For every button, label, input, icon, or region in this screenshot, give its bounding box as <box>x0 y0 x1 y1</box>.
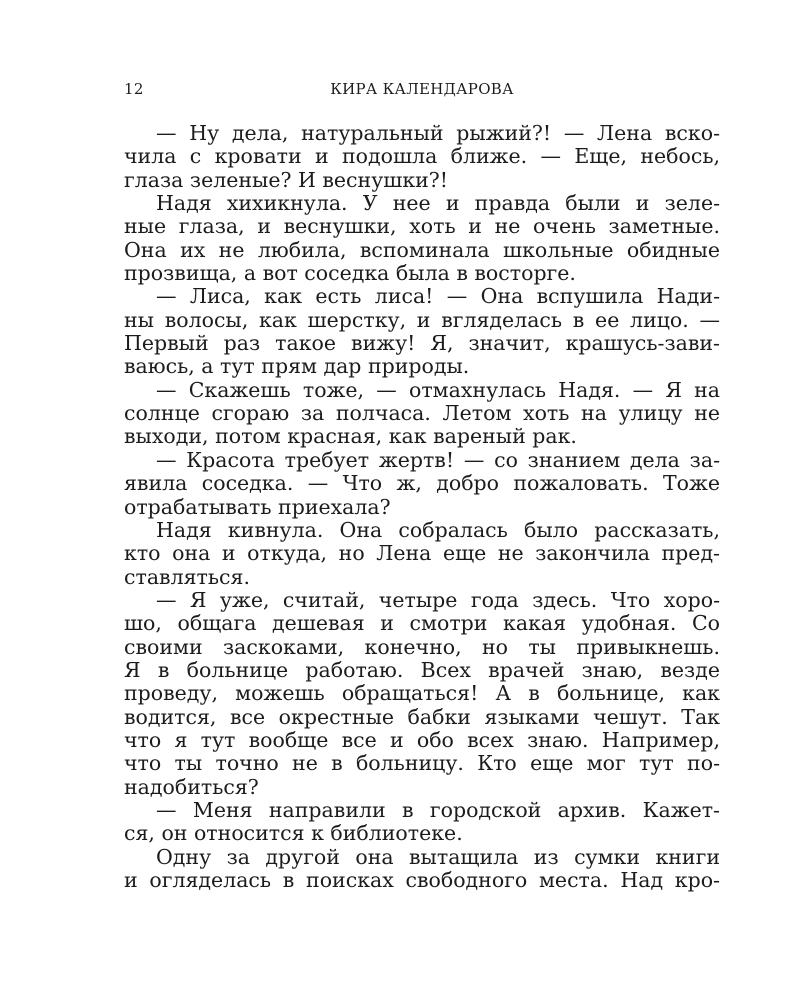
text-line: Одну за другой она вытащила из сумки книги <box>156 844 720 869</box>
text-line: ваюсь, а тут прям дар природы. <box>124 354 470 379</box>
text-line: Первый раз такое вижу! Я, значит, крашусь-зави- <box>124 331 720 356</box>
page-header <box>124 80 720 100</box>
text-line: ставляться. <box>124 564 250 589</box>
text-line: — Ну дела, натуральный рыжий?! — Лена вско- <box>156 121 720 145</box>
text-line: кто она и откуда, но Лена еще не закончила пред- <box>124 541 720 566</box>
text-line: Надя хихикнула. У нее и правда были и зеле- <box>156 191 720 216</box>
text-line: что я тут вообще все и обо всех знаю. Например, <box>124 727 720 752</box>
text-line: прозвища, а вот соседка была в восторге. <box>124 261 576 286</box>
text-line: проведу, можешь обращаться! А в больнице, как <box>124 681 720 706</box>
text-line: — Лиса, как есть лиса! — Она вспушила Нади- <box>156 284 720 309</box>
body-text <box>124 122 720 892</box>
text-line: водится, все окрестные бабки языками чешут. Так <box>124 704 720 729</box>
text-line: шо, общага дешевая и смотри какая удобная. Со <box>124 611 720 636</box>
text-line: ны волосы, как шерстку, и вгляделась в ее лицо. — <box>124 307 720 332</box>
text-line: — Я уже, считай, четыре года здесь. Что хоро- <box>156 587 720 612</box>
text-line: и огляделась в поисках свободного места. Над кро- <box>124 868 720 892</box>
text-line: надобиться? <box>124 774 259 799</box>
text-line: Надя кивнула. Она собралась было рассказать, <box>156 517 720 542</box>
text-line: Я в больнице работаю. Всех врачей знаю, везде <box>124 657 720 682</box>
text-line: явила соседка. — Что ж, добро пожаловать. Тоже <box>124 471 720 496</box>
text-line: глаза зеленые? И веснушки?! <box>124 167 449 192</box>
text-line: ные глаза, и веснушки, хоть и не очень заметные. <box>124 214 720 239</box>
text-line: Она их не любила, вспоминала школьные обидные <box>124 237 720 262</box>
text-line: — Скажешь тоже, — отмахнулась Надя. — Я на <box>156 377 720 402</box>
text-line: отрабатывать приехала? <box>124 494 391 519</box>
page-number: 12 <box>124 80 144 98</box>
text-line: — Меня направили в городской архив. Кажет- <box>156 797 720 822</box>
text-line: выходи, потом красная, как вареный рак. <box>124 424 577 449</box>
text-line: что ты точно не в больницу. Кто еще мог тут по- <box>124 751 720 776</box>
text-line: чила с кровати и подошла ближе. — Еще, небось, <box>124 144 720 169</box>
text-line: ся, он относится к библиотеке. <box>124 821 463 846</box>
text-line: — Красота требует жертв! — со знанием дела за- <box>156 447 720 472</box>
text-line: солнце сгораю за полчаса. Летом хоть на улицу не <box>124 401 720 426</box>
running-title: КИРА КАЛЕНДАРОВА <box>330 80 514 98</box>
text-line: своими заскоками, конечно, но ты привыкнешь. <box>124 634 720 659</box>
